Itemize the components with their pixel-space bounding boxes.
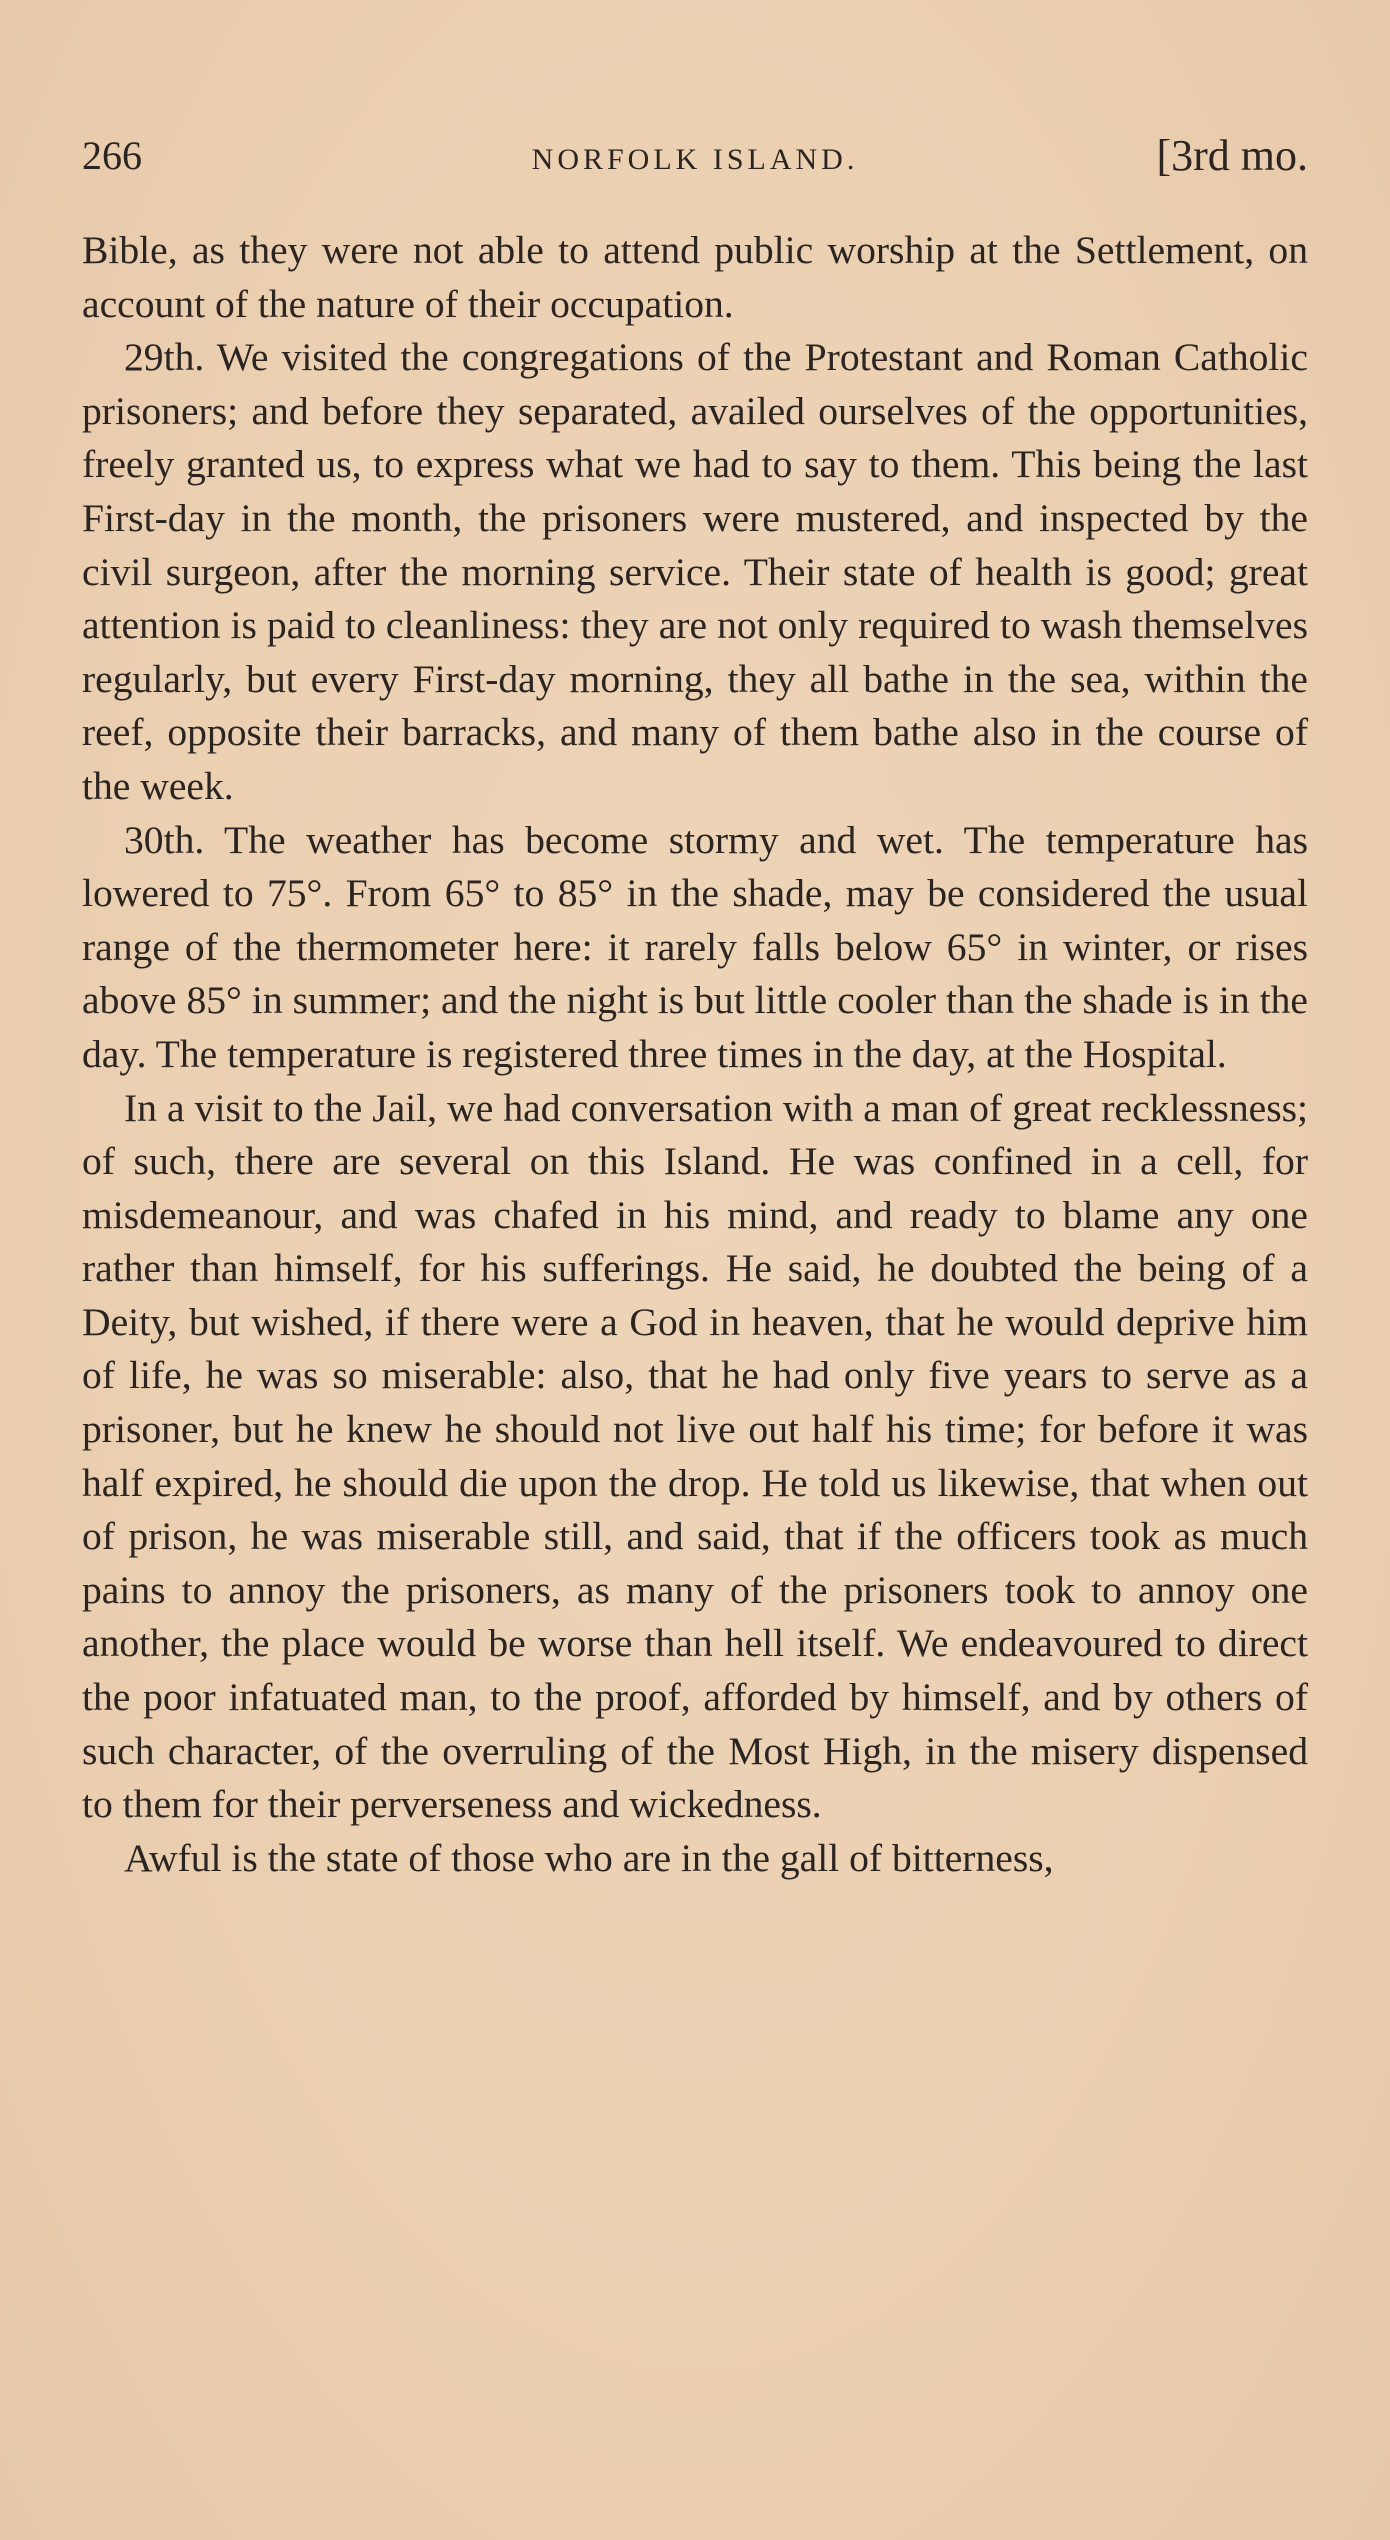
paragraph-continuation: Bible, as they were not able to attend public worship at the Settlement, on account of the nature of their occupation. (82, 228, 1308, 326)
section-mark: [3rd mo. (1156, 131, 1308, 180)
paragraph-30th: 30th. The weather has become stormy and wet. The temperature has lowered to 75°. From 65° to 85° in the shade, may be considered the usual range of the thermometer here: it rarely falls below 65° in winter, or rises above 85° in summer; and the night is but little cooler than the shade is in the day. The temperature is registered three times in the day, at the Hospital. (82, 817, 1308, 1076)
running-title: NORFOLK ISLAND. (531, 143, 859, 176)
paragraph-29th: 29th. We visited the congregations of the Protestant and Roman Catholic prisoners; and before they separated, availed ourselves of the opportunities, freely granted us, to express what we had to say to them. This being the last First-day in the month, the prisoners were mustered, and inspected by the civil surgeon, after the morning service. Their state of health is good; great attention is paid to cleanliness: they are not only required to wash themselves regularly, but every First-day morning, they all bathe in the sea, within the reef, opposite their barracks, and many of them bathe also in the course of the week. (82, 335, 1308, 808)
body-text (82, 224, 1308, 1885)
page-number: 266 (82, 133, 142, 178)
paragraph-awful: Awful is the state of those who are in the gall of bitterness, (124, 1835, 1054, 1880)
paragraph-jail-visit: In a visit to the Jail, we had conversation with a man of great recklessness; of such, there are several on this Island. He was confined in a cell, for misdemeanour, and was chafed in his mind, and ready to blame any one rather than himself, for his sufferings. He said, he doubted the being of a Deity, but wished, if there were a God in heaven, that he would deprive him of life, he was so miserable: also, that he had only five years to serve as a prisoner, but he knew he should not live out half his time; for before it was half expired, he should die upon the drop. He told us likewise, that when out of prison, he was miserable still, and said, that if the officers took as much pains to annoy the prisoners, as many of the prisoners took to annoy one another, the place would be worse than hell itself. We endeavoured to direct the poor infatuated man, to the proof, afforded by himself, and by others of such character, of the overruling of the Most High, in the misery dispensed to them for their perverseness and wickedness. (82, 1085, 1308, 1827)
running-header (82, 126, 1308, 186)
